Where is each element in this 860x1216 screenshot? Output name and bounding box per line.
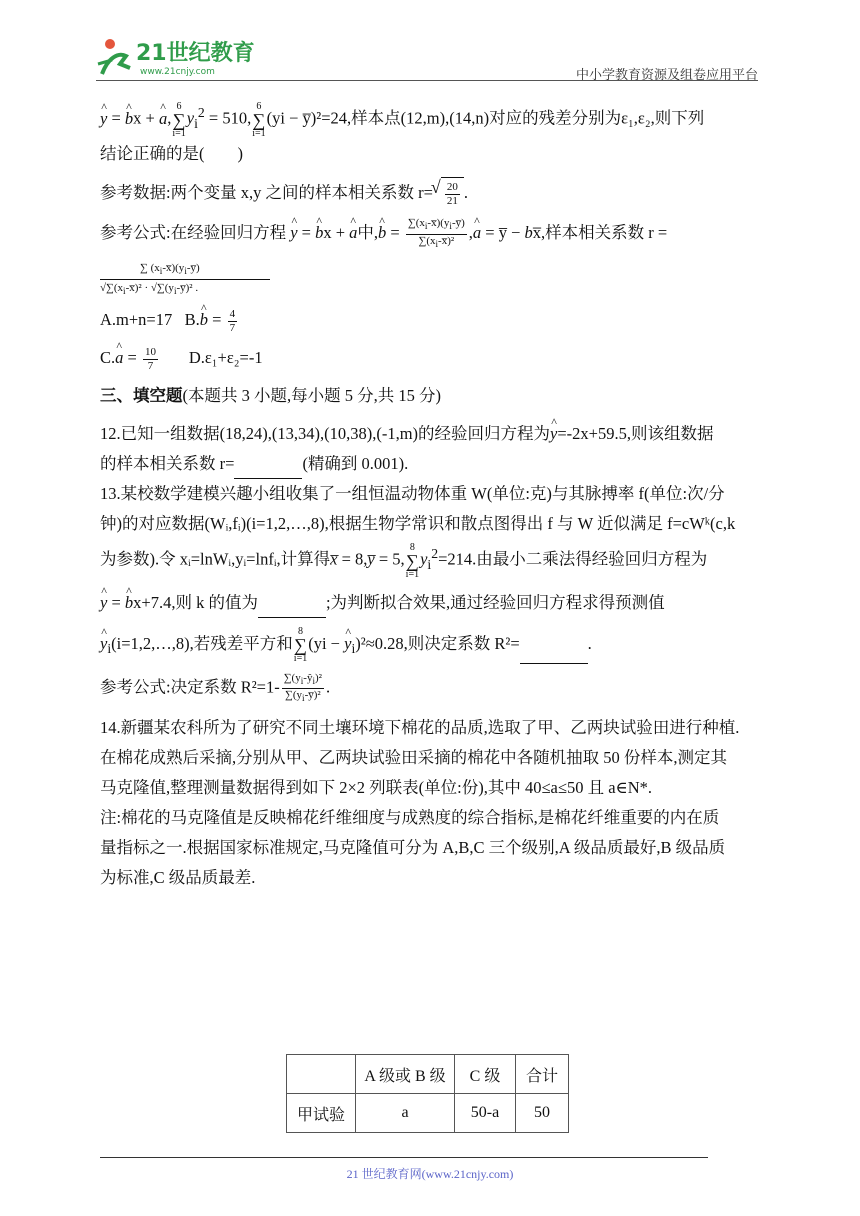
table-row: [287, 1094, 569, 1133]
platform-title: 中小学教育资源及组卷应用平台: [575, 68, 758, 83]
correlation-formula: $\frac{\sum (x_i-x̅)(y_i-y̅)}{√\sum(x_i-x̅)^2 \cdot √\sum(y_i-y̅)^2 .}$: [100, 262, 270, 297]
site-logo: [96, 34, 266, 80]
q13-line5: ^ $y_i(i=1,2,\dots,8)$,若残差平方和 8 ∑ i=1 (yi − ^ $y_i)^2\approx 0.28$,则决定系数 R²= .: [100, 626, 764, 664]
svg-text:www.21cnjy.com: www.21cnjy.com: [140, 67, 215, 77]
table-cell: 50-a: [455, 1094, 516, 1133]
q11-line1: ^ y = ^ bx + ^ a, 6 ∑ i=1 $y_i^2 = 510$, 6 ∑ i=1 (yi − y̅)²=24,样本点(12,m),(14,n)对应的残差分别为ε₁,ε₂,则下列: [100, 98, 764, 139]
page-header: [96, 34, 758, 82]
q13-line4: ^ y = ^ bx+7.4,则 k 的值为 ;为判断拟合效果,通过经验回归方程求得预测值: [100, 588, 764, 618]
svg-text:21世纪教育: 21世纪教育: [136, 41, 255, 66]
table-header-cell: C 级: [455, 1055, 516, 1094]
footer-divider: [100, 1157, 708, 1158]
table-cell: a: [356, 1094, 455, 1133]
q13-ref: 参考公式:决定系数 R²=1- $\frac{\sum(y_i-ŷ_i)^2}{\sum(y_i-y̅)^2}$ .: [100, 671, 331, 704]
table-header-cell: A 级或 B 级: [356, 1055, 455, 1094]
q14-line3: 马克隆值,整理测量数据得到如下 2×2 列联表(单位:份),其中 40≤a≤50 且 a∈N*.: [100, 778, 653, 798]
answer-blank: [258, 599, 326, 618]
q12-line2: 的样本相关系数 r= (精确到 0.001).: [100, 449, 764, 479]
answer-blank: [520, 645, 588, 664]
q11-options-ab: A.m+n=17 B.^ b = $\frac{4}{7}$: [100, 305, 764, 335]
q11-line2: 结论正确的是( ): [100, 143, 243, 163]
q11-options-cd: C.^ a = $\frac{10}{7}$ D.ε₁+ε₂=-1: [100, 343, 764, 373]
q13-line2: 钟)的对应数据(Wᵢ,fᵢ)(i=1,2,…,8),根据生物学常识和散点图得出 f 与 W 近似满足 f=cWᵏ(c,k: [100, 514, 736, 534]
table-header-row: [287, 1055, 569, 1094]
q11-ref-formula: 参考公式:在经验回归方程 ^ y = ^ bx + ^ a中,^ b = $\frac{\sum(x_i-x̅)(y_i-y̅)}{\sum(x_i-x̅)^2}$ ,^ a = y̅ − bx̅,样本相关系数 r =: [100, 216, 764, 251]
q14-line2: 在棉花成熟后采摘,分别从甲、乙两块试验田采摘的棉花中各随机抽取 50 份样本,测定其: [100, 748, 727, 768]
document-body: [100, 98, 764, 893]
q11-ref-data: 参考数据:两个变量 x,y 之间的样本相关系数 r= √ $\frac{20}{21}$ .: [100, 177, 764, 208]
table-header-cell: [287, 1055, 356, 1094]
q14-note1: 注:棉花的马克隆值是反映棉花纤维细度与成熟度的综合指标,是棉花纤维重要的内在质: [100, 808, 720, 828]
q13-line3: 为参数).令 xᵢ=lnWᵢ,yᵢ=lnfᵢ,计算得x̅ = 8,y̅ = 5, 8 ∑ i=1 $y_i^2=214$.由最小二乘法得经验回归方程为: [100, 541, 708, 580]
q14-note2: 量指标之一.根据国家标准规定,马克隆值可分为 A,B,C 三个级别,A 级品质最好,B 级品质: [100, 838, 726, 858]
header-divider: [96, 80, 758, 81]
table-cell: 50: [516, 1094, 569, 1133]
q14-note3: 为标准,C 级品质最差.: [100, 868, 256, 888]
footer-link[interactable]: 21 世纪教育网(www.21cnjy.com): [346, 1167, 514, 1181]
section-title: 三、填空题(本题共 3 小题,每小题 5 分,共 15 分): [100, 386, 441, 406]
q13-line1: 13.某校数学建模兴趣小组收集了一组恒温动物体重 W(单位:克)与其脉搏率 f(单位:次/分: [100, 484, 725, 504]
answer-blank: [234, 460, 302, 479]
table-header-cell: 合计: [516, 1055, 569, 1094]
q14-line1: 14.新疆某农科所为了研究不同土壤环境下棉花的品质,选取了甲、乙两块试验田进行种植.: [100, 718, 740, 738]
table-cell: 甲试验: [287, 1094, 356, 1133]
q12-line1: 12.已知一组数据(18,24),(13,34),(10,38),(-1,m)的经验回归方程为^ y=-2x+59.5,则该组数据: [100, 419, 764, 449]
contingency-table: [286, 1054, 569, 1133]
